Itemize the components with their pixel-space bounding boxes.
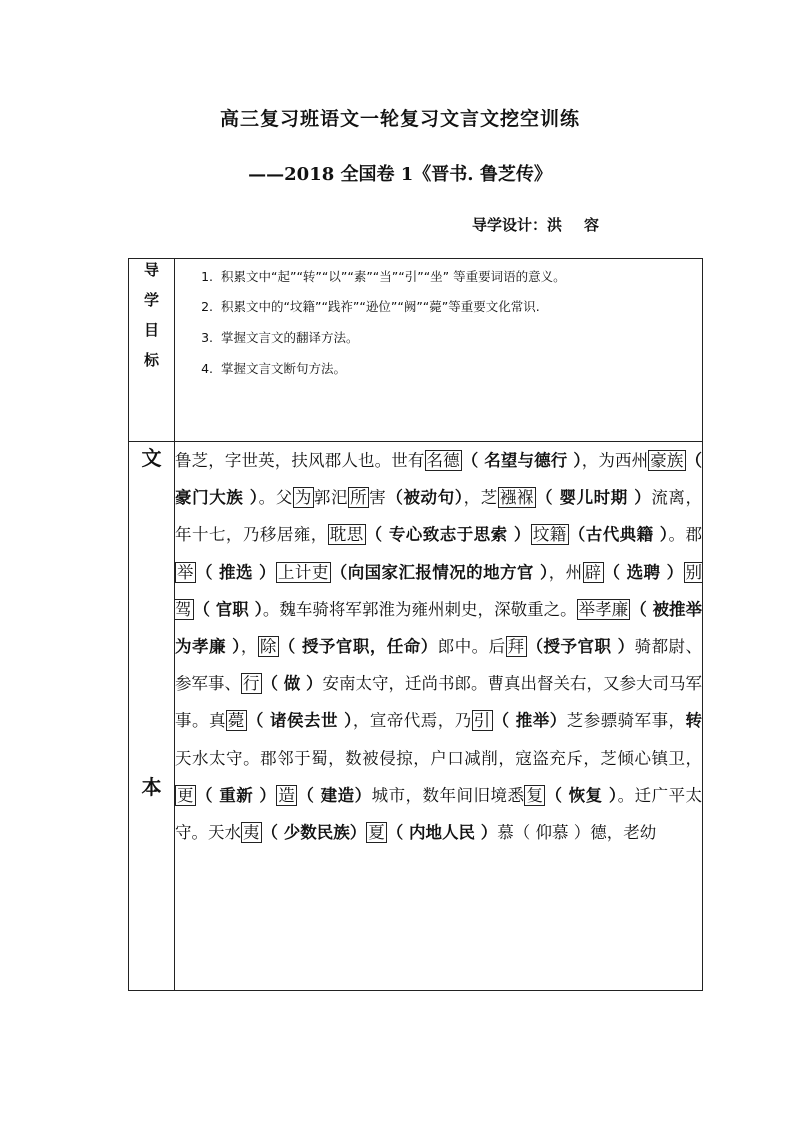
annotation: （ 重新 ）	[196, 785, 277, 805]
annotation: （ 被推举为孝廉 ）	[175, 599, 703, 657]
annotation: （ 做 ）	[261, 674, 323, 694]
passage-text: 郭汜	[313, 488, 349, 508]
highlighted-word: 拜	[507, 637, 525, 657]
goal-number: 2.	[201, 299, 213, 314]
annotation: （ 授予官职，任命）	[278, 637, 438, 657]
passage-text: 天水太守。郡邻于蜀，数被侵掠，户口减削，寇盗充斥，芝倾心镇卫，	[175, 748, 702, 768]
goal-number: 3.	[201, 330, 213, 345]
annotation: （ 婴儿时期 ）	[536, 488, 652, 508]
passage-text: 城市，数年间旧境悉	[371, 785, 525, 805]
highlighted-word: 除	[259, 637, 277, 657]
passage-text: ，芝	[463, 488, 498, 508]
annotation: （ 建造）	[297, 785, 372, 805]
highlighted-word: 别驾	[175, 562, 703, 619]
goal-item	[183, 359, 694, 378]
passage-text: ，	[240, 637, 258, 657]
highlighted-word: 造	[278, 785, 296, 805]
passage-text: 安南太守，迁尚书郎。曹真出督关右，又参大司马军事。真	[175, 674, 702, 731]
highlighted-word: 举	[177, 562, 194, 582]
highlighted-word: 辟	[584, 562, 602, 582]
highlighted-word: 夷	[243, 823, 260, 843]
highlighted-word: 耽思	[329, 525, 364, 545]
passage-text: 。迁广平太守。天水	[175, 785, 703, 843]
document-subtitle: ——2018 全国卷 1《晋书. 鲁芝传》	[248, 164, 552, 185]
highlighted-word: 豪族	[650, 451, 684, 470]
highlighted-word: 薨	[227, 711, 245, 731]
annotation: （向国家汇报情况的地方官 ）	[330, 562, 549, 582]
passage-text: 骑都尉、参军事、	[175, 637, 702, 694]
text-heading-char: 本	[141, 775, 162, 799]
bold-word: 转	[685, 711, 702, 731]
passage-text: 。郡	[668, 525, 702, 545]
text-heading-cell	[129, 442, 175, 991]
goals-cell	[175, 259, 703, 442]
designer-label: 导学设计：洪	[472, 216, 563, 234]
highlighted-word: 夏	[368, 823, 385, 843]
annotation: （ 推选 ）	[195, 562, 276, 582]
goals-row	[129, 259, 703, 442]
passage-text: 流离， 年十七，乃移居雍，	[175, 488, 703, 545]
annotation: （ 名望与德行 ）	[461, 451, 582, 470]
passage-text: 郎中。后	[437, 637, 506, 657]
goals-heading-char: 学	[143, 291, 159, 309]
goal-text: 掌握文言文的翻译方法。	[221, 330, 359, 345]
highlighted-word: 举孝廉	[578, 599, 629, 619]
goals-heading-char: 导	[143, 261, 159, 279]
annotation: （ 选聘 ）	[603, 562, 684, 582]
annotation: （授予官职 ）	[526, 637, 635, 657]
highlighted-word: 复	[526, 785, 544, 805]
annotation: （ 专心致志于思索 ）	[365, 525, 531, 545]
annotation: （ 诸侯去世 ）	[246, 711, 353, 731]
annotation: （ 推举）	[492, 711, 567, 731]
passage-text: 害	[369, 488, 387, 508]
passage-text: ，宣帝代焉，乃	[352, 711, 472, 731]
highlighted-word: 更	[177, 785, 194, 805]
passage-text: 慕（ 仰慕 ）德，老幼	[497, 823, 657, 843]
goal-text: 积累文中“起”“转”“以”“素”“当”“引”“坐” 等重要词语的意义。	[221, 269, 566, 284]
annotation: （ 官职 ）	[193, 599, 263, 619]
highlighted-word: 为	[294, 488, 312, 508]
text-row	[129, 442, 703, 991]
passage-cell	[175, 442, 703, 991]
goals-heading-char: 标	[143, 351, 159, 369]
goals-heading-char: 目	[143, 321, 159, 339]
passage-text: 。魏车骑将军郭淮为雍州刺史，深敬重之。	[262, 599, 577, 619]
passage-text: ，州	[548, 562, 583, 582]
highlighted-word: 名德	[426, 451, 460, 470]
goals-heading-cell	[129, 259, 175, 442]
goal-item	[183, 297, 694, 316]
designer-line	[472, 214, 599, 235]
goal-number: 4.	[201, 361, 213, 376]
goal-item	[183, 328, 694, 347]
passage-text: 。父	[258, 488, 293, 508]
highlighted-word: 上计吏	[277, 562, 329, 582]
designer-name-end: 容	[584, 216, 600, 234]
annotation: （ 少数民族）	[261, 823, 367, 843]
study-table	[128, 258, 703, 991]
highlighted-word: 行	[243, 674, 260, 694]
annotation: （古代典籍 ）	[568, 525, 669, 545]
annotation: （被动句）	[386, 488, 464, 508]
highlighted-word: 所	[350, 488, 368, 508]
passage-text: ，为西州	[581, 451, 649, 470]
goal-number: 1.	[201, 269, 213, 284]
highlighted-word: 襁褓	[499, 488, 535, 508]
goal-text: 积累文中的“坟籍”“践祚”“逊位”“阙”“薨”等重要文化常识.	[221, 299, 540, 314]
passage-text: 鲁芝，字世英，扶风郡人也。世有	[175, 451, 425, 470]
document-title: 高三复习班语文一轮复习文言文挖空训练	[219, 108, 580, 130]
annotation: （ 恢复 ）	[545, 785, 618, 805]
passage-text: 芝参骠骑军事，	[566, 711, 686, 731]
highlighted-word: 坟籍	[532, 525, 567, 545]
annotation: （ 内地人民 ）	[386, 823, 498, 843]
highlighted-word: 引	[473, 711, 491, 731]
goal-text: 掌握文言文断句方法。	[221, 361, 347, 376]
text-heading-char: 文	[141, 446, 162, 470]
annotation: （ 豪门大族 ）	[175, 451, 702, 508]
goal-item	[183, 267, 694, 286]
